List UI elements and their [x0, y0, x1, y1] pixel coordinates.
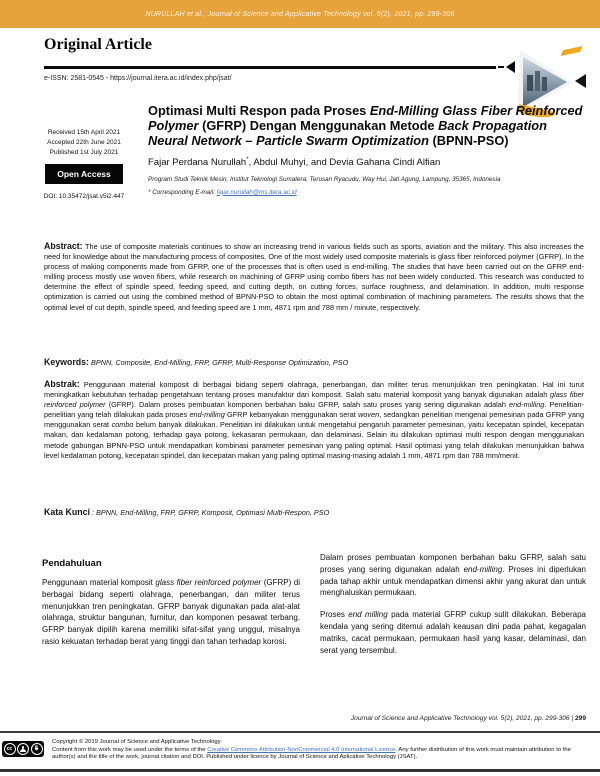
text-run: . Any further distribution of this work must maintain attribution to the author(s) and the title of the work, journal citation and DOI. Published under licence by Journal of Science and Aplicative Technology (JSAT).: [52, 746, 571, 761]
text-run: end-milling: [189, 410, 225, 420]
logo-cityscape-photo: [523, 57, 567, 107]
body-column-right: [320, 552, 586, 666]
text-run: (GFRP) Dengan Menggunakan Metode: [198, 117, 439, 133]
logo-dash-icon: [498, 66, 504, 68]
cc-license-link[interactable]: Creative Commons Attribution-NonCommercial 4.0 International Licence: [207, 746, 396, 753]
article-meta: [26, 128, 142, 202]
issn-line: e-ISSN: 2581-0545 - https://journal.itera.ac.id/index.php/jsat/: [44, 75, 232, 82]
text-run: woven: [358, 410, 380, 420]
cc-icon: cc: [4, 743, 16, 755]
logo-building-icon: [527, 75, 533, 91]
text-run: (GFRP) di berbagai bidang seperti olahraga, penerbangan, dan militer terus menunjukkan tren peningkatan. GFRP banyak digunakan pada alat-alat olahraga, struktur bangunan, furnitur, dan komponen pesawat terbang. GFRP banyak dipilih karena memiliki sifat-sifat yang unggul, misalnya rasio kekuatan terhadap berat yang tinggi dan tahan terhadap korosi.: [42, 578, 301, 646]
affiliation-line: Program Studi Teknik Mesin, Institut Teknologi Sumatera, Terusan Ryacudu, Way Hui, Jati Agung, Lampung, 35365, Indonesia: [148, 175, 501, 183]
corresponding-email-line: [148, 189, 586, 196]
keywords-line: [44, 357, 584, 367]
text-run: Penggunaan material komposit di berbagai bidang seperti olahraga, penerbangan, dan militer terus menunjukkan tren peningkatan. Hal ini turut meningkatkan kebutuhan terhadap pengetahuan tentang proses manufaktur dari komposit. Salah satu material komposit yang banyak digunakan adalah: [44, 380, 584, 400]
author-line: [148, 157, 586, 168]
running-header: [0, 0, 600, 28]
copyright-text: [52, 739, 586, 762]
text-run: (BPNN-PSO): [428, 132, 509, 148]
text-run: . Penelitian-penelitian yang telah dilakukan pada proses: [44, 400, 584, 420]
by-person-icon: [17, 743, 29, 755]
abstrak-paragraph: [44, 379, 584, 461]
cc-by-nc-badge: [2, 741, 44, 757]
text-run: , sedangkan penelitian mengenai pemesinan pada GFRP yang menggunakan serat: [44, 410, 585, 430]
text-run: glass fiber reinforced polymer: [155, 578, 262, 587]
body-column-left: [42, 558, 300, 658]
footer-journal-line: [351, 715, 586, 722]
text-run: |: [569, 715, 575, 722]
open-access-button[interactable]: Open Access: [45, 164, 123, 184]
text-run: Penggunaan material komposit: [42, 578, 156, 587]
bottom-rule: [0, 769, 600, 772]
published-date: Published 1st July 2021: [49, 149, 119, 156]
body-paragraph: [320, 552, 586, 599]
text-run: End-Milling Glass Fiber Reinforced Polymer: [148, 103, 583, 133]
footer-divider: [0, 731, 600, 733]
body-paragraph: [320, 609, 586, 656]
received-date: Received 15th April 2021: [47, 129, 121, 136]
text-run: end-milling: [509, 400, 545, 410]
logo-building-icon: [535, 71, 540, 91]
abstract-text: The use of composite materials continues to show an increasing trend in various fields such as sports, aviation and the military. This also increases the need for knowledge about the manufacturing process of composites. One of the most widely used composite materials is glass fiber reinforced polymer (GFRP). In the process of making components made from GFRP, one of the processes that is often used is end-milling. The studies that have been carried out on the GFRP end-milling process mostly use woven fibers, while research on machining of GFRP using combo fibers has not been widely conducted. This research was conducted to determine the effect of spindle speed, feeding speed, and cutting depth, on cutting forces, surface roughness, and delamination. In addition, multi response optimization is carried out using the combined method of BPNN-PSO to obtain the most optimal combination of machining parameters. The results shows that the optimal level of cut depth, spindle speed, and feeding speed are 1 mm, 4871 rpm and 788 mm / minute, respectively.: [44, 242, 584, 312]
abstrak-label: Abstrak:: [44, 379, 80, 389]
pendahuluan-paragraph: [42, 577, 300, 648]
text-run: *: [246, 157, 249, 164]
text-run: glass fiber reinforced polymer: [44, 390, 584, 410]
kata-kunci-text: : BPNN, End-Milling, FRP, GFRP, Komposit, Optimasi Multi-Respon, PSO: [89, 508, 330, 517]
text-run: * Corresponding E-mail:: [148, 188, 217, 196]
page-title: [148, 104, 586, 148]
logo-left-arrow-icon: [506, 61, 515, 73]
abstrak-text: [44, 380, 584, 460]
text-run: (GFRP). Dalam proses pembuatan komponen berbahan baku GFRP, salah satu proses yang sering digunakan adalah: [105, 400, 510, 410]
text-run: Journal of Science and Applicative Technology vol. 5(2), 2021, pp. 299-306: [350, 715, 570, 722]
nc-dollar-icon: $: [31, 743, 43, 755]
text-run: combo: [111, 420, 134, 430]
keywords-text: BPNN, Composite, End-Milling, FRP, GFRP, Multi-Response Optimization, PSO: [88, 358, 349, 367]
corresponding-email-link[interactable]: fajar.nurullah@ms.itera.ac.id: [216, 188, 297, 196]
abstract-paragraph: [44, 241, 584, 313]
logo-building-icon: [542, 77, 547, 91]
pendahuluan-heading: Pendahuluan: [42, 558, 102, 569]
text-run: . Proses ini diperlukan pada tahap akhir untuk mendapatkan dimensi akhir yang akurat dan untuk menghaluskan permukaan.: [320, 564, 586, 598]
accepted-date: Accepted 22th June 2021: [47, 139, 121, 146]
logo-black-arrow-icon: [575, 74, 586, 88]
text-run: end milling: [348, 610, 388, 620]
text-run: pada material GFRP cukup sulit dilakukan. Beberapa kendala yang sering ditemui adalah keausan dini pada pahat, kegagalan matriks, cacat permukaan, permukaan hasil yang kasar, delaminasi, dan serat yang tersembul.: [320, 610, 586, 655]
keywords-label: Keywords:: [44, 357, 89, 367]
doi-text: DOI: 10.35472/jsat.v5i2.447: [43, 193, 125, 200]
text-run: belum banyak dilakukan. Penelitian ini dilakukan untuk mengetahui pengaruh parameter pemesinan, yaitu kecepatan spindel, kecepatan makan, dan kedalaman potong, terhadap gaya potong, kekasaran permukaan, dan delaminasi. Selain itu dilakukan optimasi multi respon dengan menggunakan metode gabungan BPNN-PSO untuk mendapatkan kombinasi parameter pemesinan yang paling optimal. Hasil optimasi yang telah dilakukan menunjukkan bahwa level kedalaman potong, kecepatan spindel, dan kecepatan makan yang paling optimal masing-masing adalah 1 mm, 4871 rpm dan 788 mm/menit.: [44, 420, 584, 460]
text-run: GFRP kebanyakan menggunakan serat: [224, 410, 359, 420]
text-run: , Abdul Muhyi, and Devia Gahana Cindi Alfian: [248, 157, 441, 169]
kata-kunci-label: Kata Kunci: [44, 507, 90, 517]
logo-yellow-accent-icon: [561, 46, 583, 56]
text-run: 299: [574, 715, 586, 722]
text-run: Back Propagation Neural Network – Particle Swarm Optimization: [148, 117, 547, 148]
abstract-label: Abstract:: [44, 241, 83, 251]
text-run: Dalam proses pembuatan komponen berbahan baku GFRP, salah satu proses yang sering digunakan adalah: [320, 553, 586, 574]
kata-kunci-line: [44, 507, 584, 517]
copyright-body: [52, 747, 586, 762]
text-run: Fajar Perdana Nurullah: [148, 157, 247, 169]
masthead-divider: [44, 66, 496, 69]
copyright-line1: Copyright © 2019 Journal of Science and Applicative Technology.: [52, 739, 222, 745]
running-header-text: NURULLAH et al., Journal of Science and Applicative Technology vol. 5(2), 2021, pp. 299-306: [145, 10, 455, 18]
text-run: Proses: [320, 610, 349, 620]
title-block: [148, 104, 586, 196]
text-run: end-milling: [463, 564, 503, 574]
text-run: Optimasi Multi Respon pada Proses: [148, 103, 370, 118]
text-run: Content from this work may be used under the terms of the: [52, 746, 208, 753]
article-type-heading: Original Article: [44, 36, 152, 53]
